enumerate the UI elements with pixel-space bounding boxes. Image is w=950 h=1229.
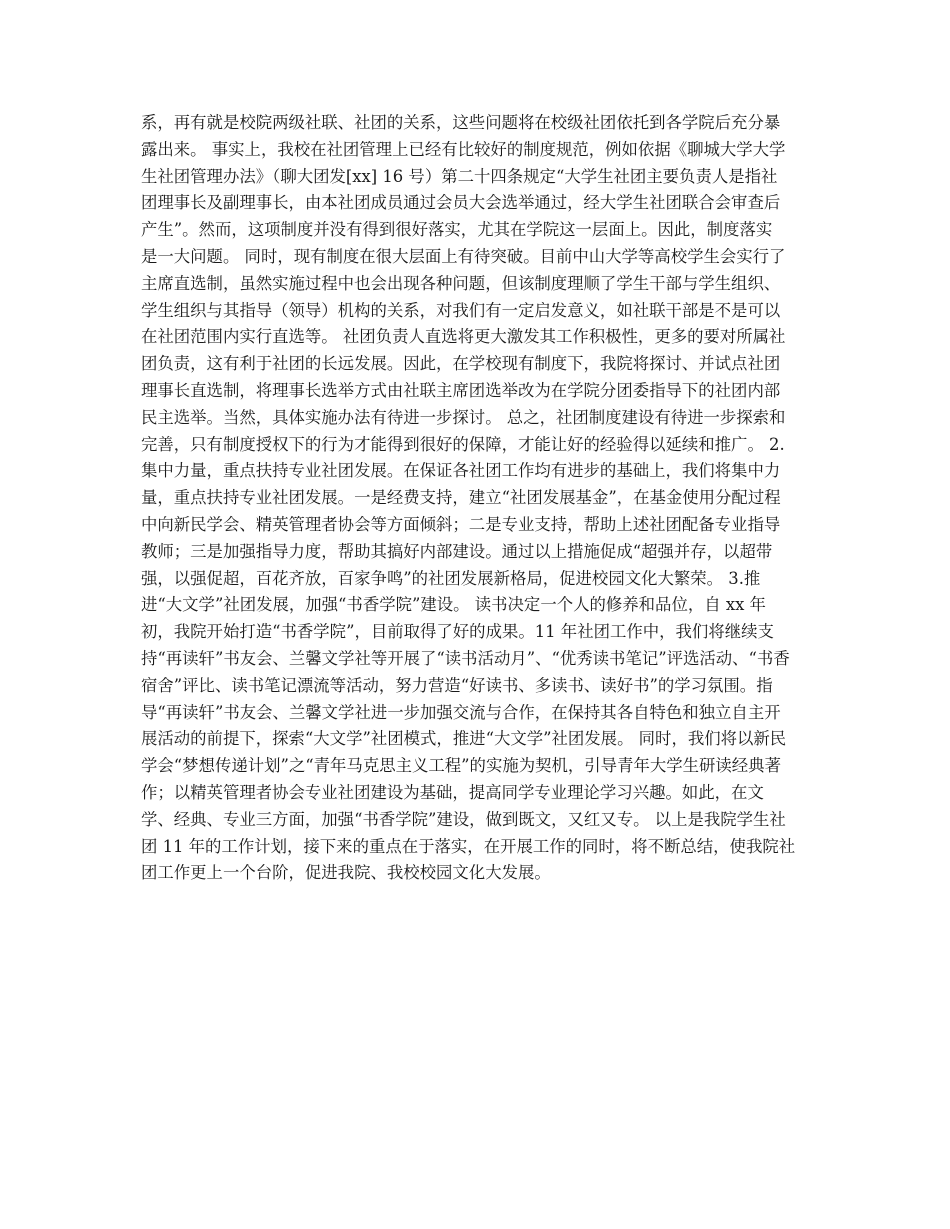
text-line: 展活动的前提下，探索“大文学”社团模式，推进“大文学”社团发展。 同时，我们将以新民 [141,729,787,749]
text-line: 产生”。然而，这项制度并没有得到很好落实，尤其在学院这一层面上。因此，制度落实 [141,220,773,240]
text-line: 学会“梦想传递计划”之“青年马克思主义工程”的实施为契机，引导青年大学生研读经典著 [141,756,781,776]
text-line: 在社团范围内实行直选等。 社团负责人直选将更大激发其工作积极性，更多的要对所属社 [141,327,786,347]
body-text [141,110,811,887]
text-line: 是一大问题。 同时，现有制度在很大层面上有待突破。目前中山大学等高校学生会实行了 [141,246,786,266]
text-line: 民主选举。当然，具体实施办法有待进一步探讨。 总之，社团制度建设有待进一步探索和 [141,407,786,427]
text-line: 中向新民学会、精英管理者协会等方面倾斜；二是专业支持，帮助上述社团配备专业指导 [141,514,781,534]
text-line: 导“再读轩”书友会、兰馨文学社进一步加强交流与合作，在保持其各自特色和独立自主开 [141,702,781,722]
text-line: 团理事长及副理事长，由本社团成员通过会员大会选举通过，经大学生社团联合会审查后 [141,193,781,213]
text-line: 团工作更上一个台阶，促进我院、我校校园文化大发展。 [141,863,551,883]
text-line: 初，我院开始打造“书香学院”，目前取得了好的成果。11 年社团工作中，我们将继续支 [141,622,774,642]
text-line: 露出来。 事实上，我校在社团管理上已经有比较好的制度规范，例如依据《聊城大学大学 [141,139,786,159]
text-line: 宿舍”评比、读书笔记漂流等活动，努力营造“好读书、多读书、读好书”的学习氛围。指 [141,675,773,695]
text-line: 持“再读轩”书友会、兰馨文学社等开展了“读书活动月”、“优秀读书笔记”评选活动、“书香 [141,648,790,668]
text-line: 进“大文学”社团发展，加强“书香学院”建设。 读书决定一个人的修养和品位，自 xx 年 [141,595,766,615]
text-line: 生社团管理办法》（聊大团发[xx] 16 号）第二十四条规定“大学生社团主要负责人是指社 [141,166,778,186]
text-line: 强，以强促超，百花齐放，百家争鸣”的社团发展新格局，促进校园文化大繁荣。 3.推 [141,568,761,588]
text-line: 完善，只有制度授权下的行为才能得到很好的保障，才能让好的经验得以延续和推广。 2. [141,434,785,454]
text-line: 量，重点扶持专业社团发展。一是经费支持，建立“社团发展基金”，在基金使用分配过程 [141,488,781,508]
text-line: 集中力量，重点扶持专业社团发展。在保证各社团工作均有进步的基础上，我们将集中力 [141,461,781,481]
text-line: 教师；三是加强指导力度，帮助其搞好内部建设。通过以上措施促成“超强并存，以超带 [141,541,773,561]
text-line: 团负责，这有利于社团的长远发展。因此，在学校现有制度下，我院将探讨、并试点社团 [141,354,781,374]
text-line: 学、经典、专业三方面，加强“书香学院”建设，做到既文，又红又专。 以上是我院学生社 [141,809,786,829]
text-line: 理事长直选制，将理事长选举方式由社联主席团选举改为在学院分团委指导下的社团内部 [141,380,781,400]
text-line: 系，再有就是校院两级社联、社团的关系，这些问题将在校级社团依托到各学院后充分暴 [141,113,781,132]
text-line: 学生组织与其指导（领导）机构的关系，对我们有一定启发意义，如社联干部是不是可以 [141,300,781,320]
text-line: 作；以精英管理者协会专业社团建设为基础，提高同学专业理论学习兴趣。如此，在文 [141,782,764,802]
text-line: 主席直选制，虽然实施过程中也会出现各种问题，但该制度理顺了学生干部与学生组织、 [141,273,781,293]
text-line: 团 11 年的工作计划，接下来的重点在于落实，在开展工作的同时，将不断总结，使我院社 [141,836,796,856]
